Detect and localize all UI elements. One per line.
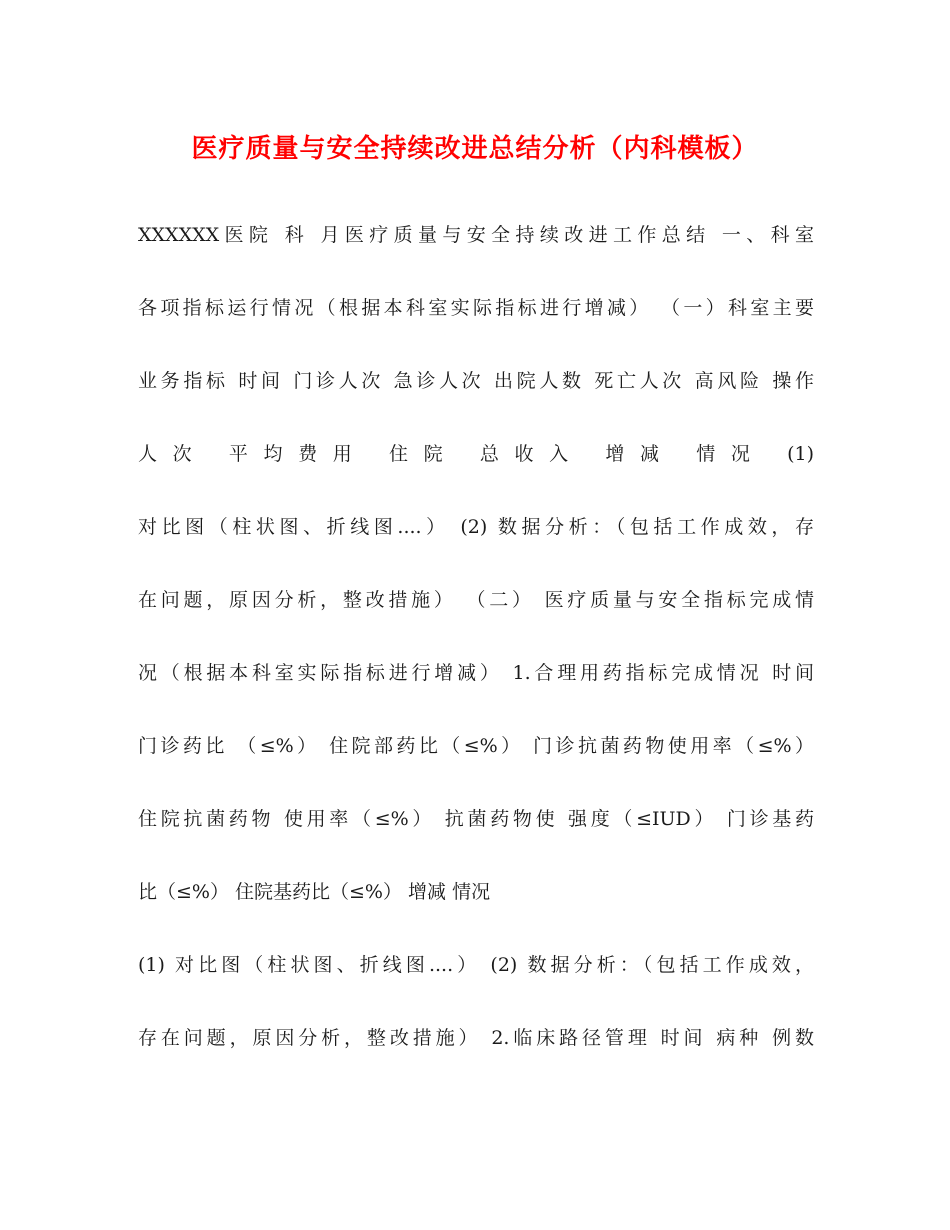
- body-line-12: 存在问题，原因分析，整改措施） 2.临床路径管理 时间 病种 例数: [138, 1027, 814, 1049]
- body-line-2: 各项指标运行情况（根据本科室实际指标进行增减） （一）科室主要: [138, 297, 814, 319]
- document-title: 医疗质量与安全持续改进总结分析（内科模板）: [191, 134, 759, 164]
- document-body: [138, 213, 814, 1089]
- body-line-6: 在问题，原因分析，整改措施） （二） 医疗质量与安全指标完成情: [138, 589, 814, 611]
- body-line-7: 况（根据本科室实际指标进行增减） 1.合理用药指标完成情况 时间: [138, 662, 814, 684]
- body-line-9: 住院抗菌药物 使用率（≤%） 抗菌药物使 强度（≤IUD） 门诊基药: [138, 808, 814, 830]
- body-line-10: 比（≤%） 住院基药比（≤%） 增减 情况: [138, 881, 491, 903]
- body-line-8: 门诊药比 （≤%） 住院部药比（≤%） 门诊抗菌药物使用率（≤%）: [138, 735, 814, 757]
- body-line-5: 对比图（柱状图、折线图....） (2) 数据分析：（包括工作成效，存: [138, 516, 814, 538]
- body-line-3: 业务指标 时间 门诊人次 急诊人次 出院人数 死亡人次 高风险 操作: [138, 370, 814, 392]
- body-line-1: XXXXXX医院 科 月医疗质量与安全持续改进工作总结 一、科室: [138, 224, 814, 246]
- body-line-11: (1) 对比图（柱状图、折线图....） (2) 数据分析：（包括工作成效，: [138, 954, 814, 976]
- body-line-4: 人次 平均费用 住院 总收入 增减 情况 (1): [138, 443, 814, 465]
